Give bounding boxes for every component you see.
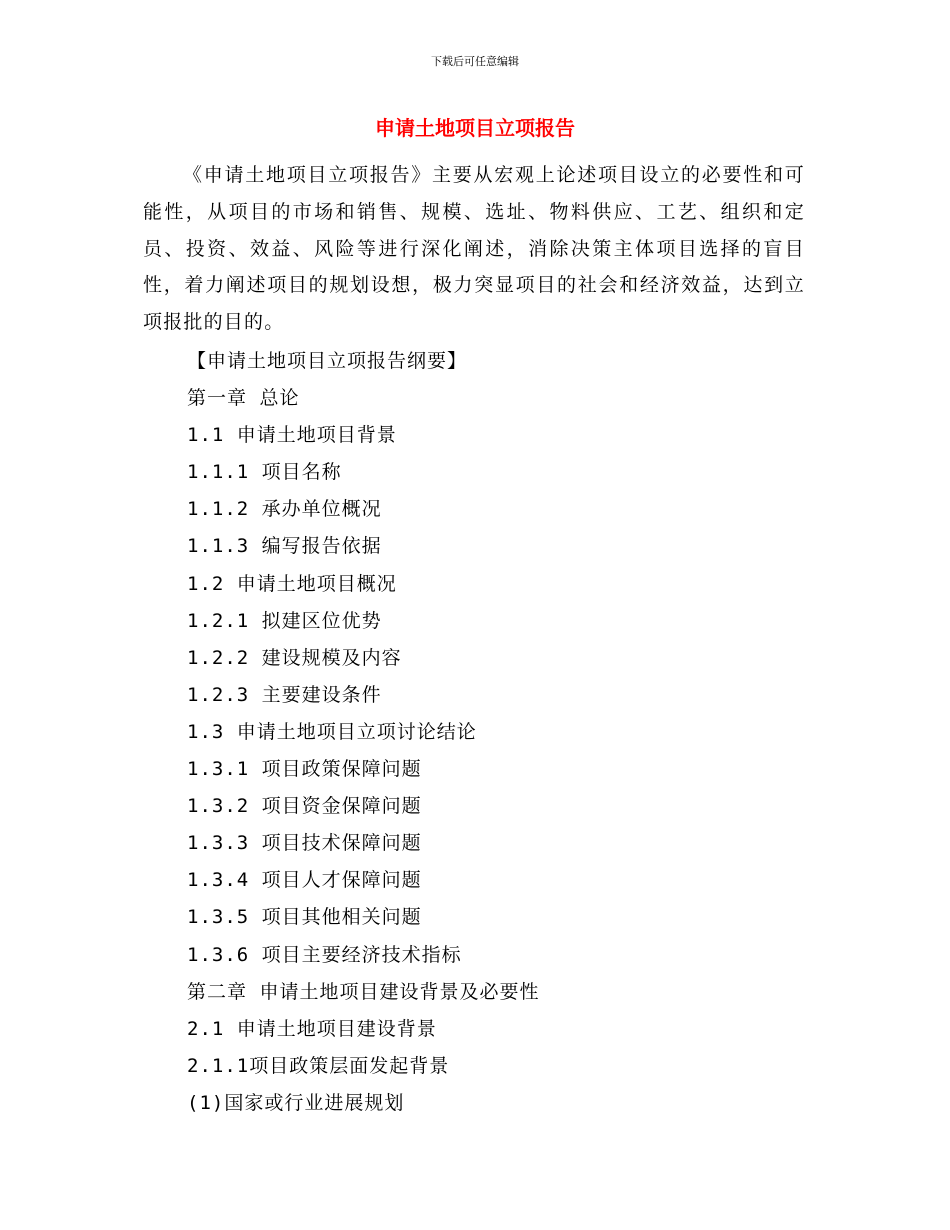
outline-item: 第一章 总论 [187, 387, 300, 410]
outline-item: 1.3.1 项目政策保障问题 [187, 758, 422, 781]
outline-item: 1.1.3 编写报告依据 [187, 535, 382, 558]
outline-item: 1.2.2 建设规模及内容 [187, 646, 402, 669]
outline-item: 1.2.3 主要建设条件 [187, 683, 382, 706]
header-note: 下载后可任意编辑 [431, 55, 519, 68]
outline-item: 1.1.1 项目名称 [187, 461, 342, 484]
outline-item: 1.3 申请土地项目立项讨论结论 [187, 720, 477, 743]
outline-item: 1.3.4 项目人才保障问题 [187, 869, 422, 892]
outline-item: 1.3.6 项目主要经济技术指标 [187, 943, 462, 966]
outline-item: 1.2.1 拟建区位优势 [187, 609, 382, 632]
outline-item: 1.3.3 项目技术保障问题 [187, 832, 422, 855]
outline-item: 1.1 申请土地项目背景 [187, 424, 397, 447]
intro-paragraph: 《申请土地项目立项报告》主要从宏观上论述项目设立的必要性和可能性，从项目的市场和销售、规模、选址、物料供应、工艺、组织和定员、投资、效益、风险等进行深化阐述，消除决策主体项目选择的盲目性，着力阐述项目的规划设想，极力突显项目的社会和经济效益，达到立项报批的目的。 [143, 164, 805, 334]
outline-item: 第二章 申请土地项目建设背景及必要性 [187, 980, 540, 1003]
outline-item: 2.1.1项目政策层面发起背景 [187, 1054, 450, 1077]
outline-item: 1.1.2 承办单位概况 [187, 498, 382, 521]
outline-item: 2.1 申请土地项目建设背景 [187, 1017, 437, 1040]
outline-list [187, 343, 807, 1122]
outline-item: 1.3.5 项目其他相关问题 [187, 906, 422, 929]
outline-item: (1)国家或行业进展规划 [187, 1091, 405, 1114]
outline-item: 1.3.2 项目资金保障问题 [187, 795, 422, 818]
outline-heading: 【申请土地项目立项报告纲要】 [187, 350, 468, 372]
document-title: 申请土地项目立项报告 [375, 116, 575, 140]
outline-item: 1.2 申请土地项目概况 [187, 572, 397, 595]
